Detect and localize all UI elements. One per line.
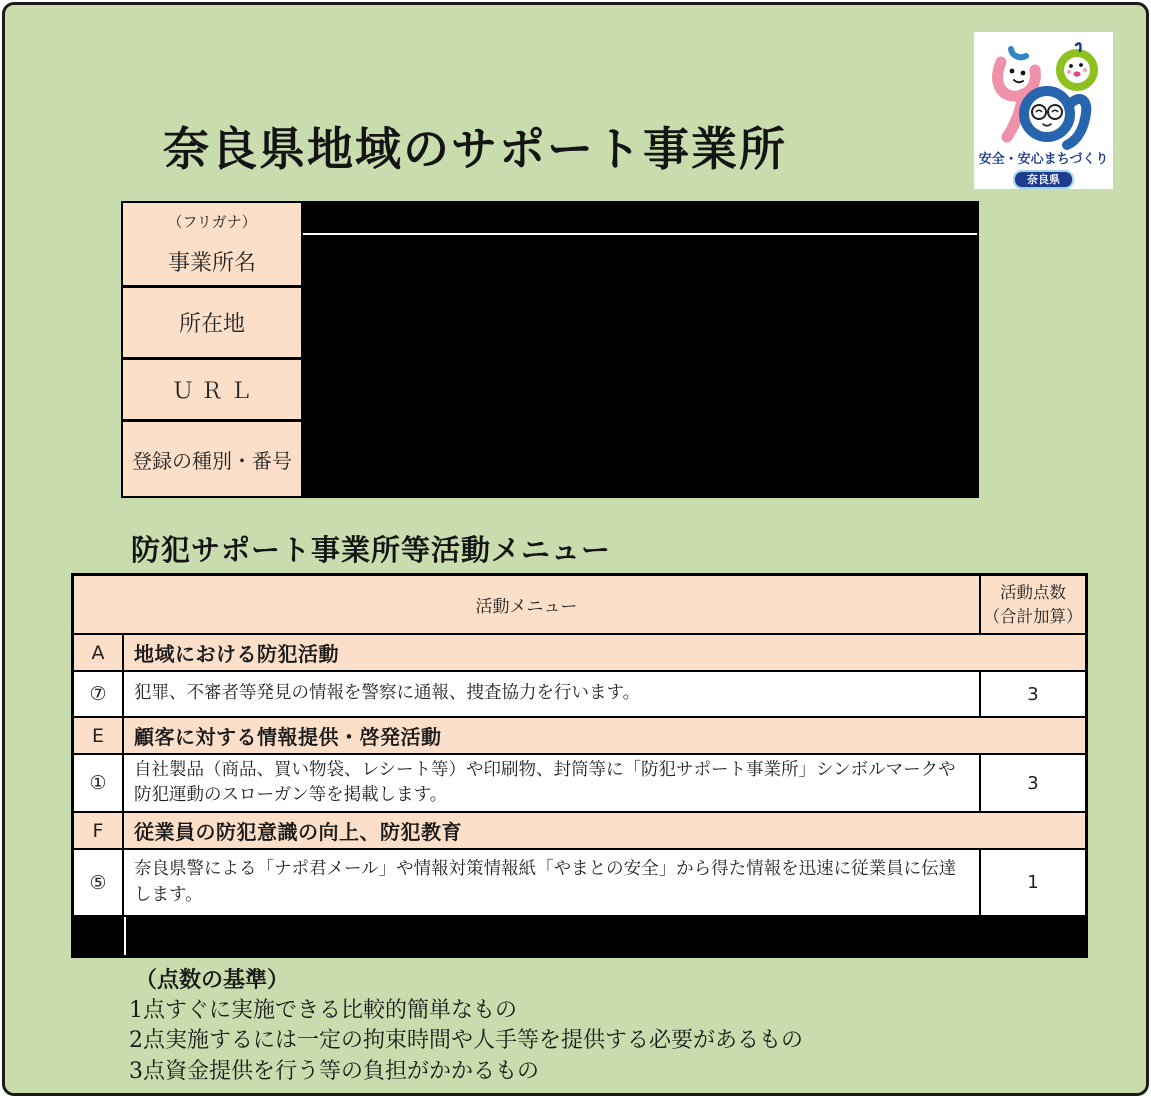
header-activity-menu: 活動メニュー: [475, 597, 578, 617]
header-score-line1: 活動点数: [1000, 582, 1066, 602]
category-row-A: [74, 633, 1085, 670]
table-row-url: [123, 357, 977, 419]
activity-menu-table: [71, 573, 1088, 958]
item-row-5: [74, 848, 1085, 915]
mascot-green-cheek: [1083, 68, 1087, 72]
pref-logo: [974, 32, 1113, 189]
mascot-blue-ring: [1024, 91, 1070, 137]
redacted-row: [74, 915, 1085, 955]
mascot-green-eye: [1069, 64, 1073, 68]
page-background: [2, 2, 1149, 1096]
category-row-F: [74, 811, 1085, 848]
item-row-7: [74, 670, 1085, 716]
url-label: ＵＲＬ: [123, 360, 303, 419]
category-code: F: [74, 813, 124, 848]
page-title: 奈良県地域のサポート事業所: [163, 122, 787, 176]
table-row-address: [123, 285, 977, 357]
category-title: 従業員の防犯意識の向上、防犯教育: [134, 820, 462, 844]
category-title: 顧客に対する情報提供・啓発活動: [134, 725, 442, 749]
item-description: 奈良県警による「ナポ君メール」や情報対策情報紙「やまとの安全」から得た情報を迅速に従業員に伝達します。: [134, 859, 957, 905]
business-name-label: [123, 203, 303, 285]
furigana-divider: [303, 233, 977, 235]
address-label: 所在地: [123, 288, 303, 357]
item-code: ①: [74, 755, 124, 811]
business-name-value-redacted: [303, 203, 977, 285]
mascot-pink-face: [1004, 62, 1030, 88]
category-row-E: [74, 716, 1085, 753]
mascot-pink-eye: [1021, 71, 1026, 76]
mascot-pink-hair: [1011, 49, 1026, 57]
redacted-row-column-divider: [124, 917, 126, 955]
score-criteria-line: 1点すぐに実施できる比較的簡単なもの: [129, 997, 517, 1023]
header-score-line2: （合計加算）: [983, 606, 1083, 626]
category-title: 地域における防犯活動: [134, 642, 339, 666]
menu-table-header: [74, 576, 1085, 633]
score-criteria-heading: （点数の基準）: [135, 967, 290, 993]
score-criteria-line: 3点資金提供を行う等の負担がかかるもの: [129, 1058, 539, 1084]
item-description: 犯罪、不審者等発見の情報を警察に通報、捜査協力を行います。: [134, 683, 641, 704]
score-criteria-line: 2点実施するには一定の拘束時間や人手等を提供する必要があるもの: [129, 1028, 803, 1053]
item-score: 3: [979, 755, 1085, 811]
category-code: A: [74, 635, 124, 670]
score-criteria: [129, 965, 803, 1087]
category-code: E: [74, 718, 124, 753]
table-row-registration: [123, 419, 977, 496]
mascot-green-cheek: [1067, 70, 1071, 74]
business-info-table: [121, 201, 979, 498]
table-row-business-name: [123, 203, 977, 285]
section-title: 防犯サポート事業所等活動メニュー: [131, 533, 612, 567]
logo-prefecture-badge: 奈良県: [1013, 170, 1074, 189]
header-activity-score: [979, 576, 1085, 633]
mascot-green-mouth: [1073, 71, 1080, 76]
registration-value-redacted: [303, 422, 977, 496]
item-code: ⑤: [74, 850, 124, 915]
mascot-green-ring: [1060, 53, 1094, 87]
furigana-label: （フリガナ）: [167, 213, 257, 231]
address-value-redacted: [303, 288, 977, 357]
logo-slogan: 安全・安心まちづくり: [978, 152, 1109, 167]
item-score: 1: [979, 850, 1085, 915]
item-description: 自社製品（商品、買い物袋、レシート等）や印刷物、封筒等に「防犯サポート事業所」シンボルマークや防犯運動のスローガン等を掲載します。: [134, 759, 956, 805]
registration-label: 登録の種別・番号: [123, 422, 303, 496]
item-row-1: [74, 753, 1085, 811]
item-code: ⑦: [74, 672, 124, 716]
url-value-redacted: [303, 360, 977, 419]
mascot-green-eye: [1079, 63, 1083, 67]
item-score: 3: [979, 672, 1085, 716]
business-name-label-text: 事業所名: [167, 251, 256, 276]
mascot-illustration: [974, 32, 1113, 150]
mascot-pink-eye: [1010, 69, 1015, 74]
